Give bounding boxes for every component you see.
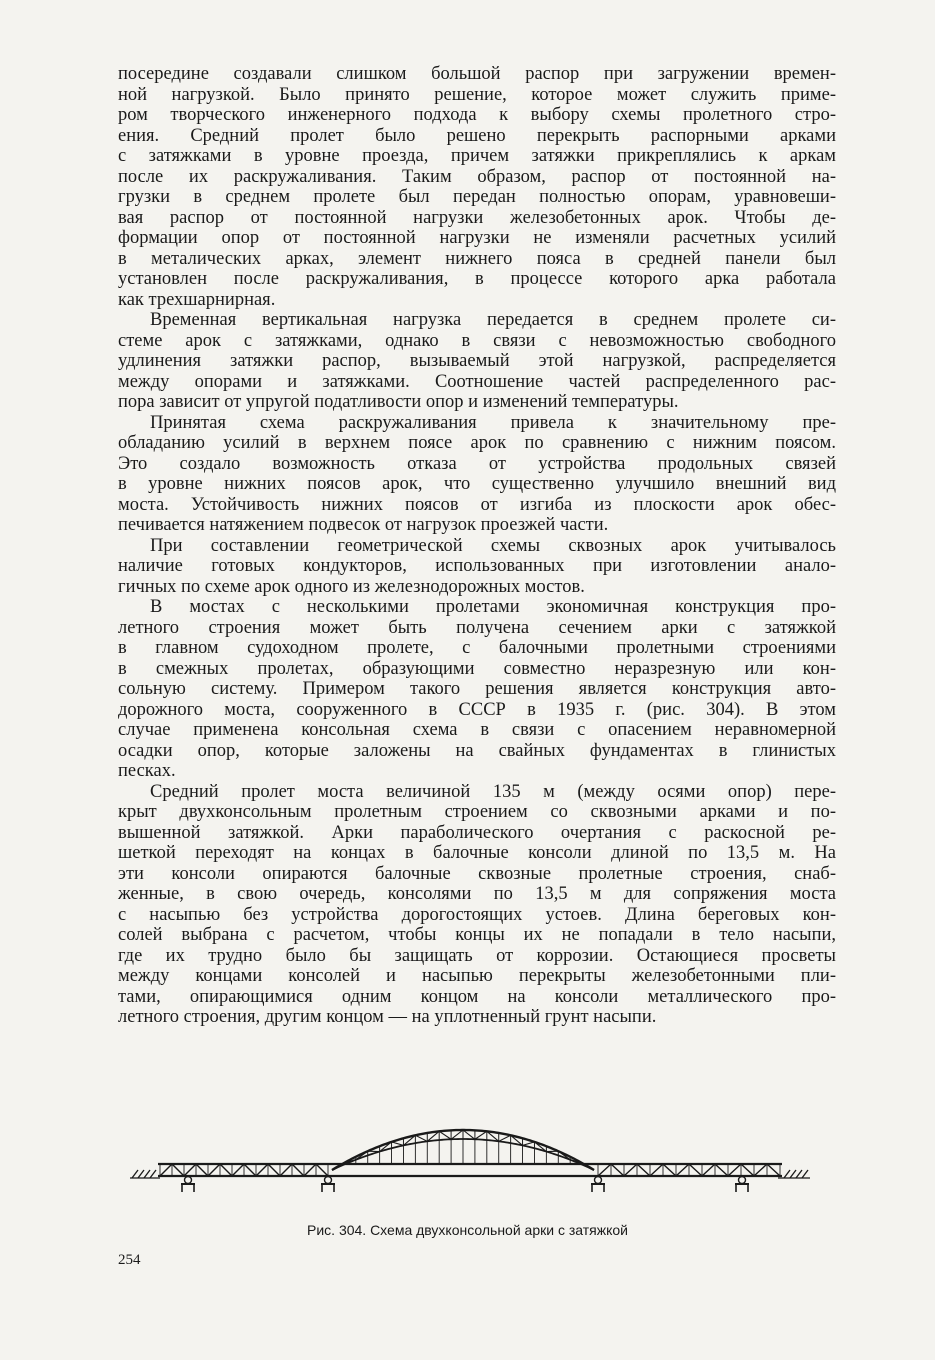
text-line: сольную систему. Примером такого решения является конструкция авто- xyxy=(118,679,836,699)
text-line: с насыпью без устройства дорогостоящих устоев. Длина береговых кон- xyxy=(118,904,836,925)
text-line: после их раскружаливания. Таким образом, распор от постоянной на- xyxy=(118,166,836,187)
paragraph xyxy=(118,597,836,782)
bridge-scheme-figure xyxy=(128,1120,812,1200)
text-line: в главном судоходном пролете, с балочными пролетными строениями xyxy=(118,638,836,658)
text-line: вая распор от постоянной нагрузки железобетонных арок. Чтобы де- xyxy=(118,207,836,228)
text-line: При составлении геометрической схемы сквозных арок учитывалось xyxy=(150,535,836,556)
text-line: в смежных пролетах, образующими совместно неразрезную или кон- xyxy=(118,658,836,679)
text-line: ной нагрузкой. Было принято решение, которое может служить приме- xyxy=(118,84,836,105)
text-line: формации опор от постоянной нагрузки не изменяли расчетных усилий xyxy=(118,228,836,248)
figure-caption: Рис. 304. Схема двухконсольной арки с затяжкой xyxy=(307,1222,628,1238)
pier-support xyxy=(321,1177,335,1193)
text-line: Это создало возможность отказа от устройства продольных связей xyxy=(118,453,836,474)
text-line: женные, в свою очередь, консолями по 13,5 м для сопряжения моста xyxy=(118,884,836,904)
text-line: обладанию усилий в верхнем поясе арок по сравнению с нижним поясом. xyxy=(118,433,836,453)
text-line: В мостах с несколькими пролетами экономичная конструкция про- xyxy=(150,597,836,617)
text-line: Принятая схема раскружаливания привела к значительному пре- xyxy=(150,412,836,433)
right-embankment-hatch xyxy=(778,1170,810,1178)
text-line: вышенной затяжкой. Арки параболического очертания с раскосной ре- xyxy=(118,822,836,843)
text-line: установлен после раскружаливания, в процессе которого арка работала xyxy=(118,269,836,289)
text-line: солей выбрана с расчетом, чтобы концы их не попадали в тело насыпи, xyxy=(118,925,836,945)
text-line: летного строения, другим концом — на уплотненный грунт насыпи. xyxy=(118,1007,657,1027)
pier-support xyxy=(735,1177,749,1193)
text-line: осадки опор, которые заложены на свайных фундаментах в глинистых xyxy=(118,740,836,761)
text-line: стеме арок с затяжками, однако в связи с невозможностью свободного xyxy=(118,330,836,351)
paragraph xyxy=(118,413,836,536)
paragraph xyxy=(118,310,836,413)
text-line: летного строения может быть получена сечением арки с затяжкой xyxy=(118,617,836,638)
text-line: с затяжками в уровне проезда, причем затяжки прикреплялись к аркам xyxy=(118,146,836,166)
text-line: песках. xyxy=(118,761,176,781)
truss-members xyxy=(158,1130,782,1176)
text-line: грузки в среднем пролете был передан полностью опорам, уравновеши- xyxy=(118,187,836,207)
text-line: печивается натяжением подвесок от нагрузок проезжей части. xyxy=(118,515,609,535)
text-line: шеткой переходят на концах в балочные консоли длиной по 13,5 м. На xyxy=(118,843,836,863)
text-line: между опорами и затяжками. Соотношение частей распределенного рас- xyxy=(118,371,836,392)
page-number: 254 xyxy=(118,1252,141,1268)
text-line: в металических арках, элемент нижнего пояса в средней панели был xyxy=(118,248,836,269)
text-line: пора зависит от упругой податливости опор и изменений температуры. xyxy=(118,392,679,412)
text-line: моста. Устойчивость нижних поясов от изгиба из плоскости арок обес- xyxy=(118,494,836,515)
text-line: посередине создавали слишком большой распор при загружении времен- xyxy=(118,64,836,84)
text-line: удлинения затяжки распор, вызываемый этой нагрузкой, распределяется xyxy=(118,351,836,371)
pier-supports xyxy=(181,1177,749,1193)
text-line: где их трудно было бы защищать от коррозии. Остающиеся просветы xyxy=(118,945,836,966)
paragraph xyxy=(118,536,836,598)
text-line: случае применена консольная схема в связи с опасением неравномерной xyxy=(118,720,836,740)
left-embankment-hatch xyxy=(130,1170,160,1178)
text-line: ром творческого инженерного подхода к выбору схемы пролетного стро- xyxy=(118,105,836,125)
text-line: Средний пролет моста величиной 135 м (между осями опор) пере- xyxy=(150,781,836,802)
text-line: крыт двухконсольным пролетным строением со сквозными арками и по- xyxy=(118,802,836,822)
text-line: в уровне нижних поясов арок, что существенно улучшило внешний вид xyxy=(118,474,836,494)
paragraph xyxy=(118,782,836,1028)
text-line: как трехшарнирная. xyxy=(118,289,276,310)
text-line: дорожного моста, сооруженного в СССР в 1935 г. (рис. 304). В этом xyxy=(118,699,836,720)
text-line: наличие готовых кондукторов, использованных при изготовлении анало- xyxy=(118,556,836,576)
text-line: ения. Средний пролет было решено перекрыть распорными арками xyxy=(118,125,836,146)
pier-support xyxy=(591,1177,605,1193)
pier-support xyxy=(181,1177,195,1193)
paragraph xyxy=(118,64,836,310)
text-line: тами, опирающимися одним концом на консоли металлического про- xyxy=(118,986,836,1007)
text-line: между концами консолей и насыпью перекрыты железобетонными пли- xyxy=(118,966,836,986)
text-line: эти консоли опираются балочные сквозные пролетные строения, снаб- xyxy=(118,863,836,884)
body-text xyxy=(118,64,836,1028)
text-line: Временная вертикальная нагрузка передается в среднем пролете си- xyxy=(150,310,836,330)
text-line: гичных по схеме арок одного из железнодорожных мостов. xyxy=(118,576,585,597)
